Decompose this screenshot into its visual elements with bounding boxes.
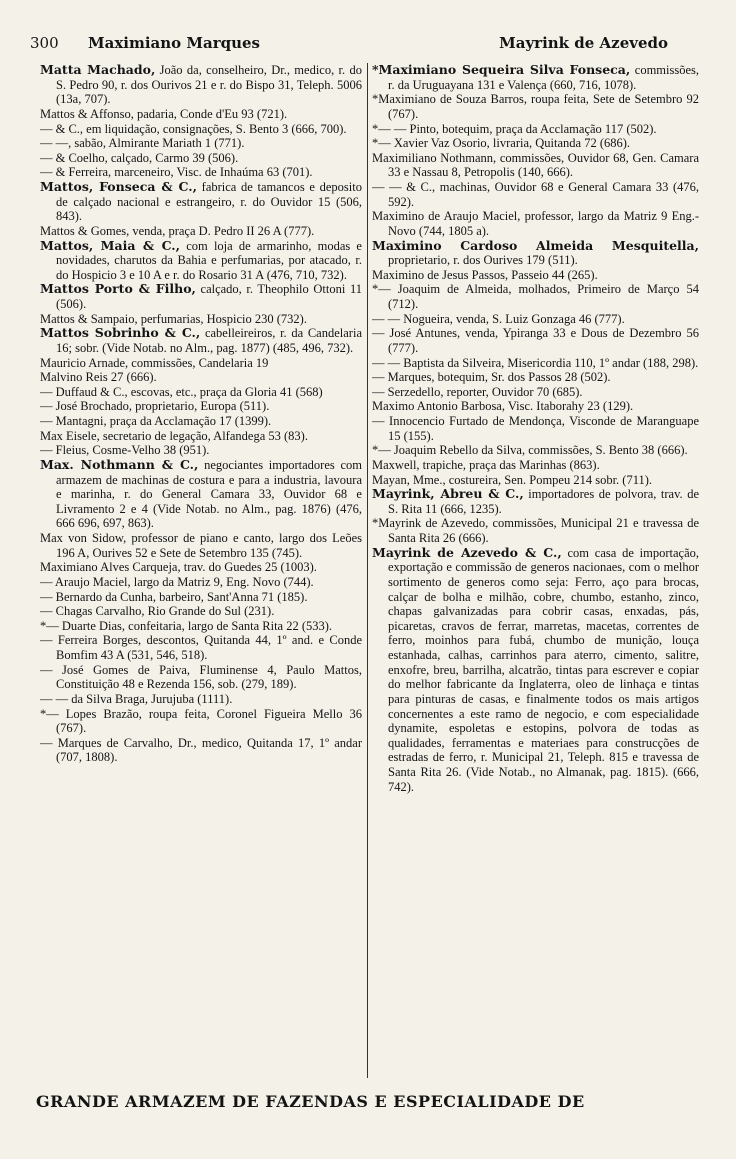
directory-entry [40,239,362,283]
directory-entry [40,399,362,414]
entry-text: com loja de armarinho, modas e novidades, charutos da Bahia e perfumarias, por atacado, r. do Hospicio 3 e 10 A e r. do Rosario 31 A (476, 710, 732). [56,238,362,282]
entry-text: Max von Sidow, professor de piano e canto, largo dos Leões 196 A, Ourives 52 e Sete de Setembro 135 (745). [40,531,362,560]
entry-text: — Ferreira Borges, descontos, Quitanda 44, 1º and. e Conde Bomfim 43 A (531, 546, 518). [40,633,362,662]
directory-entry [40,107,362,122]
entry-text: — José Antunes, venda, Ypiranga 33 e Dous de Dezembro 56 (777). [372,326,699,355]
entry-text: — Araujo Maciel, largo da Matriz 9, Eng. Novo (744). [40,574,314,589]
entry-text: fabrica de tamancos e deposito de calçado nacional e estrangeiro, r. do Ouvidor 15 (506, 843). [56,180,362,224]
entry-name: Max. Nothmann & C., [40,456,199,472]
entry-name: *Maximiano Sequeira Silva Fonseca, [372,63,631,77]
entry-text: *— Joaquim de Almeida, molhados, Primeiro de Março 54 (712). [372,282,699,311]
directory-entry [372,282,699,311]
directory-entry [40,165,362,180]
directory-entry [40,619,362,634]
entry-text: — — da Silva Braga, Jurujuba (1111). [40,691,233,706]
entry-text: *— Joaquim Rebello da Silva, commissões, S. Bento 38 (666). [372,443,688,458]
entry-text: — Bernardo da Cunha, barbeiro, Sant'Anna 71 (185). [40,589,308,604]
directory-entry [40,604,362,619]
entry-text: Malvino Reis 27 (666). [40,370,157,385]
entry-name: Matta Machado, [40,63,156,77]
entry-text: calçado, r. Theophilo Ottoni 11 (506). [56,282,362,311]
entry-text: Mayan, Mme., costureira, Sen. Pompeu 214 sobr. (711). [372,472,653,487]
entry-text: — — Nogueira, venda, S. Luiz Gonzaga 46 (777). [372,311,625,326]
directory-entry [372,516,699,545]
directory-entry [40,531,362,560]
entry-text: Maximiliano Nothmann, commissões, Ouvidor 68, Gen. Camara 33 e Nassau 8, Petropolis (140, 666). [372,150,699,180]
entry-text: — —, sabão, Almirante Mariath 1 (771). [40,136,245,151]
entry-text: — Mantagni, praça da Acclamação 17 (1399). [40,414,272,428]
entry-name: Mayrink de Azevedo & C., [372,544,562,560]
directory-entry [40,575,362,590]
footer-banner: GRANDE ARMAZEM DE FAZENDAS E ESPECIALIDADE DE [36,1092,585,1111]
directory-entry [372,151,699,180]
directory-entry [372,92,699,121]
entry-text: — José Brochado, proprietario, Europa (511). [40,399,270,414]
directory-entry [40,663,362,692]
entry-text: — Fleius, Cosme-Velho 38 (951). [40,443,210,458]
page-header [30,34,682,56]
page-number: 300 [30,34,59,52]
directory-entry [40,326,362,355]
directory-entry [372,268,699,283]
directory-entry [372,546,699,795]
entry-text: — — & C., machinas, Ouvidor 68 e General Camara 33 (476, 592). [372,180,699,209]
directory-entry [372,458,699,473]
entry-text: *— — Pinto, botequim, praça da Acclamação 117 (502). [372,121,657,136]
entry-text: Maximino de Araujo Maciel, professor, largo da Matriz 9 Eng.-Novo (744, 1805 a). [372,209,699,238]
directory-entry [40,356,362,371]
entry-text: com casa de importação, exportação e commissão de generos nacionaes, com o melhor sortimento de generos como seja: Ferro, aço para brocas, calçar de bolha e milhão, cobre, chumbo, estanho, zinco, chapas galvanizadas para cobrir casas, enxadas, pás, picaretas, cravos de ferrar, marretas, macetas, correntes de ferro, moinhos para fubá, chumbo de munição, louça estanhada, calhas, carrinhos para aterro, cimento, salitre, enxofre, breu, barrilha, alcatrão, tintas para escrever e copiar do melhor fabricante da Inglaterra, oleo de linhaça e tintas para pinturas de casas, e finalmente todos os mais artigos concernentes a este ramo de negocio, e com especialidade dynamite, espoletas e estopins, polvora de todas as qualidades, ferramentas e materiaes para construcções de estradas de ferro, r. Municipal 21, Teleph. 815 e travessa de Santa Rita 26. (Vide Notab., no Almanak, pag. 1815). (666, 742). [388,545,699,794]
directory-entry [372,443,699,458]
directory-entry [40,180,362,224]
directory-entry [372,370,699,385]
entry-text: Maximino de Jesus Passos, Passeio 44 (265). [372,267,598,282]
entry-name: Maximino Cardoso Almeida Mesquitella, [372,237,699,253]
right-column [367,63,699,1078]
directory-entry [40,63,362,107]
directory-entry [40,560,362,575]
entry-text: — Duffaud & C., escovas, etc., praça da Gloria 41 (568) [40,384,323,399]
directory-entry [372,122,699,137]
entry-text: *— Xavier Vaz Osorio, livraria, Quitanda 72 (686). [372,136,631,151]
directory-entry [40,443,362,458]
directory-entry [372,326,699,355]
directory-entry [40,707,362,736]
entry-text: *Mayrink de Azevedo, commissões, Municipal 21 e travessa de Santa Rita 26 (666). [372,516,699,545]
directory-entry [40,282,362,311]
entry-text: — Marques, botequim, Sr. dos Passos 28 (502). [372,370,611,385]
directory-entry [372,180,699,209]
entry-text: Maximiano Alves Carqueja, trav. do Guedes 25 (1003). [40,560,317,575]
directory-entry [372,136,699,151]
entry-name: Mattos Porto & Filho, [40,281,196,297]
directory-entry [40,429,362,444]
entry-text: — — Baptista da Silveira, Misericordia 110, 1º andar (188, 298). [372,355,699,370]
entry-name: Mattos Sobrinho & C., [40,325,201,341]
entry-text: *Maximiano de Souza Barros, roupa feita, Sete de Setembro 92 (767). [372,92,699,121]
entry-text: Mauricio Arnade, commissões, Candelaria 19 [40,355,269,370]
directory-entry [40,370,362,385]
directory-entry [40,736,362,765]
entry-text: — Chagas Carvalho, Rio Grande do Sul (231). [40,604,275,619]
entry-text: — & C., em liquidação, consignações, S. Bento 3 (666, 700). [40,121,347,136]
entry-name: Mayrink, Abreu & C., [372,486,524,502]
entry-text: — Serzedello, reporter, Ouvidor 70 (685). [372,384,583,399]
entry-text: *— Lopes Brazão, roupa feita, Coronel Figueira Mello 36 (767). [40,706,362,736]
directory-entry [40,458,362,531]
directory-entry [40,385,362,400]
entry-text: cabelleireiros, r. da Candelaria 16; sobr. (Vide Notab. no Alm., pag. 1877) (485, 496, 732). [56,326,362,355]
entry-text: — & Coelho, calçado, Carmo 39 (506). [40,150,239,165]
entry-name: Mattos, Maia & C., [40,237,181,253]
entry-text: *— Duarte Dias, confeitaria, largo de Santa Rita 22 (533). [40,618,333,633]
directory-entry [372,473,699,488]
entry-text: João da, conselheiro, Dr., medico, r. do S. Pedro 90, r. dos Ourivos 21 e r. do Bispo 31, Teleph. 5006 (13a, 707). [56,63,362,107]
directory-entry [40,136,362,151]
entry-text: Maximo Antonio Barbosa, Visc. Itaborahy 23 (129). [372,399,634,414]
directory-entry [40,692,362,707]
entry-text: — & Ferreira, marceneiro, Visc. de Inhaúma 63 (701). [40,165,313,180]
directory-entry [372,399,699,414]
entry-text: — Marques de Carvalho, Dr., medico, Quitanda 17, 1º andar (707, 1808). [40,735,362,765]
directory-entry [40,633,362,662]
directory-entry [372,209,699,238]
directory-entry [40,312,362,327]
entry-text: Mattos & Gomes, venda, praça D. Pedro II 26 A (777). [40,223,315,238]
directory-entry [40,414,362,429]
entry-text: proprietario, r. dos Ourives 179 (511). [388,253,578,268]
directory-entry [372,239,699,268]
entry-text: Maxwell, trapiche, praça das Marinhas (863). [372,457,600,472]
directory-entry [372,385,699,400]
entry-text: importadores de polvora, trav. de S. Rita 11 (666, 1235). [388,487,699,516]
entry-text: Max Eisele, secretario de legação, Alfandega 53 (83). [40,428,308,443]
right-running-head: Mayrink de Azevedo [499,34,668,52]
directory-entry [372,312,699,327]
left-running-head: Maximiano Marques [88,34,260,52]
left-column [40,63,362,1078]
entry-text: commissões, r. da Uruguayana 131 e Valença (660, 716, 1078). [388,63,699,92]
directory-entry [40,122,362,137]
directory-entry [40,151,362,166]
entry-text: — José Gomes de Paiva, Fluminense 4, Paulo Mattos, Constituição 48 e Rezenda 156, sob. (279, 189). [40,662,362,692]
entry-name: Mattos, Fonseca & C., [40,179,197,194]
directory-entry [40,590,362,605]
entry-text: Mattos & Sampaio, perfumarias, Hospicio 230 (732). [40,311,307,326]
entry-text: Mattos & Affonso, padaria, Conde d'Eu 93 (721). [40,106,288,121]
entry-text: — Innocencio Furtado de Mendonça, Visconde de Maranguape 15 (155). [372,414,699,443]
directory-entry [372,487,699,516]
directory-entry [372,356,699,371]
entry-text: negociantes importadores com armazem de machinas de costura e para a industria, lavoura e marinha, r. do General Camara 33, Ouvidor 68 e Livramento 2 e 4 (Vide Notab. no Alm., pag. 1876) (476, 666 696, 697, 863). [56,457,362,531]
directory-entry [372,414,699,443]
directory-entry [40,224,362,239]
directory-entry [372,63,699,92]
